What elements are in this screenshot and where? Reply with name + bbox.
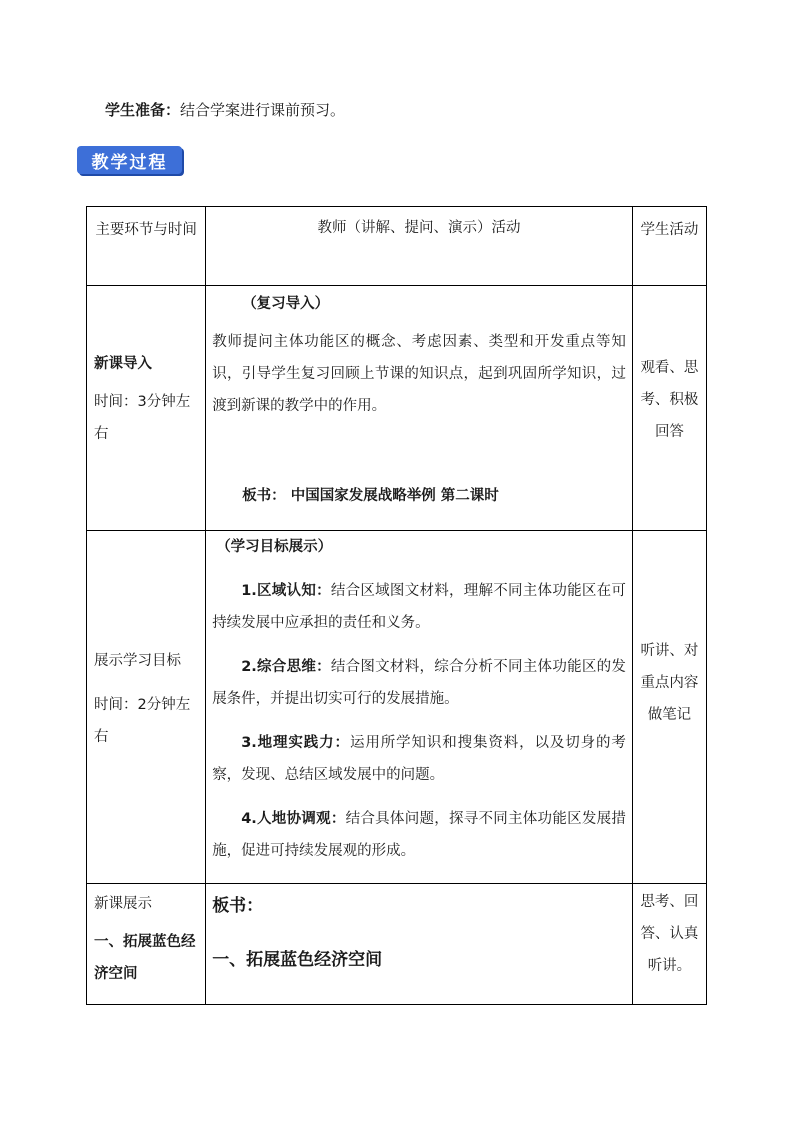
student-preparation [105,99,345,121]
row2-stage-time: 时间：2分钟左右 [94,697,191,745]
table-header-row [87,207,707,286]
header-teacher-activity: 教师（讲解、提问、演示）活动 [206,207,633,286]
row1-stage-title: 新课导入 [94,356,152,372]
row2-stage-title: 展示学习目标 [94,653,181,669]
goal-3: 3.地理实践力：运用所学知识和搜集资料，以及切身的考察，发现、总结区域发展中的问题。 [212,735,626,783]
row3-stage-title: 新课展示 [94,896,152,912]
row2-teacher [206,531,633,884]
table-row [87,286,707,531]
goal-1: 1.区域认知：结合区域图文材料，理解不同主体功能区在可持续发展中应承担的责任和义务。 [212,583,626,631]
table-row [87,531,707,884]
row1-stage [87,286,206,531]
row3-teacher [206,884,633,1005]
header-student-activity: 学生活动 [632,207,706,286]
header-stage-time: 主要环节与时间 [87,207,206,286]
goal-4: 4.人地协调观：结合具体问题，探寻不同主体功能区发展措施，促进可持续发展观的形成。 [212,811,626,859]
goal-2: 2.综合思维：结合图文材料，综合分析不同主体功能区的发展条件，并提出切实可行的发展措施。 [212,659,626,707]
row1-stage-time: 时间：3分钟左右 [94,394,191,442]
table-row [87,884,707,1005]
row1-teacher-board: 板书： 中国国家发展战略举例 第二课时 [242,488,499,504]
row1-student: 观看、思考、积极回答 [632,286,706,531]
teaching-process-table [86,206,707,1005]
student-preparation-label: 学生准备： [105,101,181,119]
row3-stage-sub: 一、拓展蓝色经济空间 [94,934,196,982]
row1-teacher [206,286,633,531]
row2-teacher-heading: （学习目标展示） [216,539,333,555]
row1-teacher-heading: （复习导入） [242,296,330,312]
row3-teacher-board: 板书： [212,896,264,916]
row3-student: 思考、回答、认真听讲。 [632,884,706,1005]
section-title-badge: 教学过程 [77,146,182,174]
row2-student: 听讲、对重点内容做笔记 [632,531,706,884]
row1-teacher-text: 教师提问主体功能区的概念、考虑因素、类型和开发重点等知识，引导学生复习回顾上节课的知识点，起到巩固所学知识，过渡到新课的教学中的作用。 [212,334,626,414]
row3-stage [87,884,206,1005]
row3-teacher-heading: 一、拓展蓝色经济空间 [212,950,383,970]
student-preparation-text: 结合学案进行课前预习。 [180,101,346,119]
row2-stage [87,531,206,884]
